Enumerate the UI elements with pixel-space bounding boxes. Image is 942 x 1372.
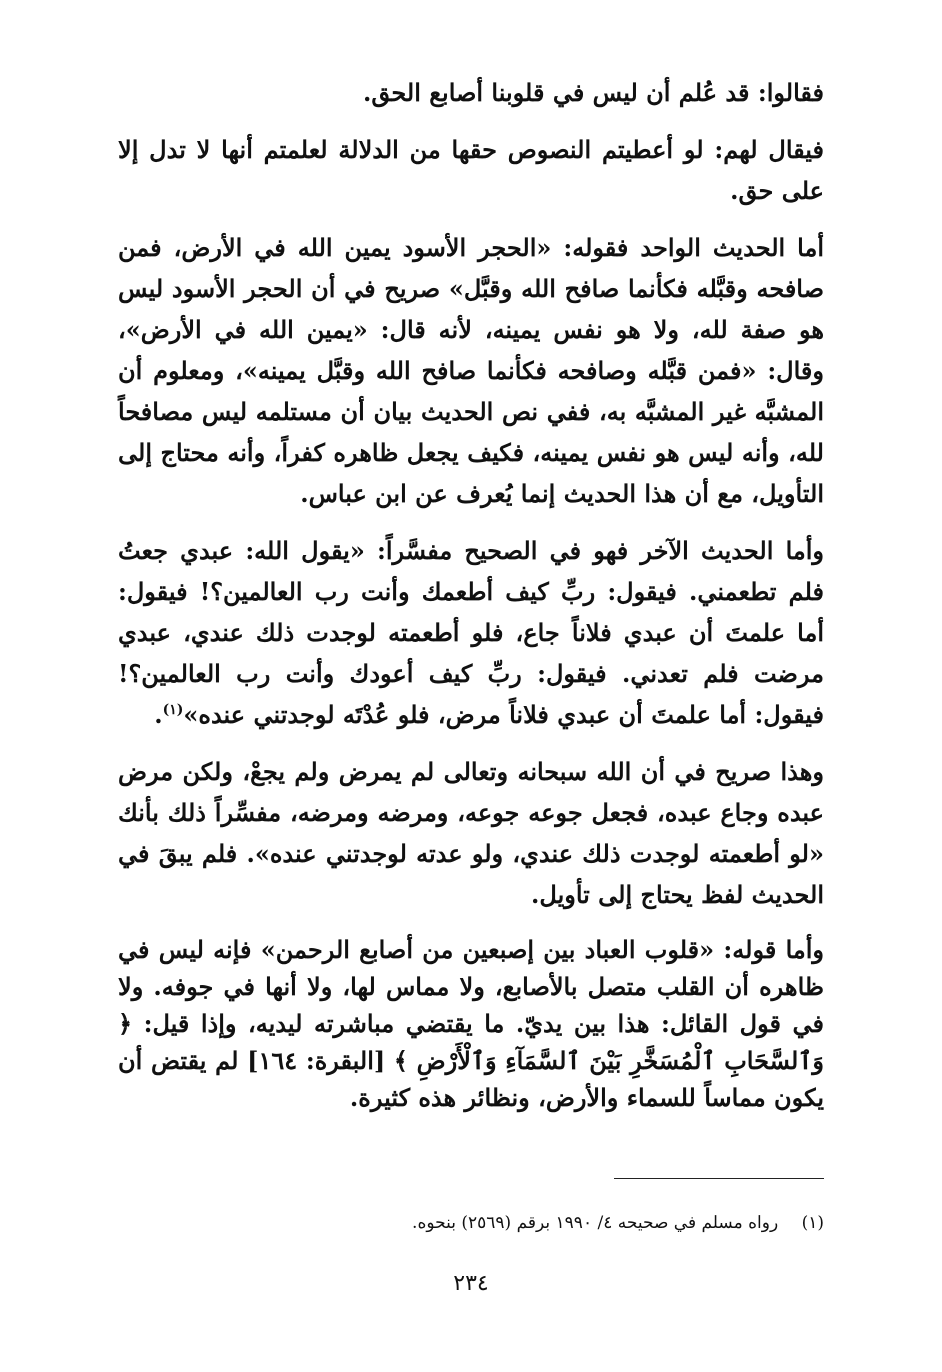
paragraph-4-tail: . — [154, 700, 163, 729]
paragraph-2: فيقال لهم: لو أعطيتم النصوص حقها من الدلالة لعلمتم أنها لا تدل إلا على حق. — [118, 135, 824, 205]
page-number: ٢٣٤ — [453, 1271, 489, 1296]
footnote — [118, 1210, 824, 1236]
book-page — [118, 72, 824, 1352]
paragraph-6: وأما قوله: «قلوب العباد بين إصبعين من أصابع الرحمن» فإنه ليس في ظاهره أن القلب متصل بالأصابع، ولا مماس لها، ولا أنها في جوفه. ولا في قول القائل: هذا بين يديّ. ما يقتضي مباشرته ليديه، وإذا قيل: ﴿ وَٱلسَّحَابِ ٱلْمُسَخَّرِ بَيْنَ ٱلسَّمَآءِ وَٱلْأَرْضِ ﴾ [البقرة: ١٦٤] لم يقتض أن يكون مماساً للسماء والأرض، ونظائر هذه كثيرة. — [118, 935, 824, 1112]
paragraph-1: فقالوا: قد عُلم أن ليس في قلوبنا أصابع الحق. — [363, 78, 824, 107]
paragraph-4-text: وأما الحديث الآخر فهو في الصحيح مفسَّراً: «يقول الله: عبدي جعتُ فلم تطعمني. فيقول: ربِّ كيف أطعمك وأنت رب العالمين؟! فيقول: أما علمتَ أن عبدي فلاناً جاع، فلو أطعمته لوجدت ذلك عندي، عبدي مرضت فلم تعدني. فيقول: ربِّ كيف أعودك وأنت رب العالمين؟! فيقول: أما علمتَ أن عبدي فلاناً مرض، فلو عُدْتَه لوجدتني عنده» — [118, 536, 824, 729]
paragraph-3: أما الحديث الواحد فقوله: «الحجر الأسود يمين الله في الأرض، فمن صافحه وقبَّله فكأنما صافح الله وقبَّل» صريح في أن الحجر الأسود ليس هو صفة لله، ولا هو نفس يمينه، لأنه قال: «يمين الله في الأرض»، وقال: «فمن قبَّله وصافحه فكأنما صافح الله وقبَّل يمينه»، ومعلوم أن المشبَّه غير المشبَّه به، ففي نص الحديث بيان أن مستلمه ليس مصافحاً لله، وأنه ليس هو نفس يمينه، فكيف يجعل ظاهره كفراً، وأنه محتاج إلى التأويل، مع أن هذا الحديث إنما يُعرف عن ابن عباس. — [118, 233, 824, 508]
paragraph-5: وهذا صريح في أن الله سبحانه وتعالى لم يمرض ولم يجعْ، ولكن مرض عبده وجاع عبده، فجعل جوعه جوعه، ومرضه ومرضه، مفسِّراً ذلك بأنك «لو أطعمته لوجدت ذلك عندي، ولو عدته لوجدتني عنده». فلم يبقَ في الحديث لفظ يحتاج إلى تأويل. — [118, 757, 824, 909]
footnote-reference[interactable]: (١) — [162, 702, 184, 718]
footnote-text: رواه مسلم في صحيحه ٤/ ١٩٩٠ برقم (٢٥٦٩) بنحوه. — [412, 1213, 779, 1233]
footnote-divider — [614, 1178, 824, 1179]
paragraph-4 — [118, 530, 824, 735]
footnote-number: (١) — [801, 1213, 824, 1233]
